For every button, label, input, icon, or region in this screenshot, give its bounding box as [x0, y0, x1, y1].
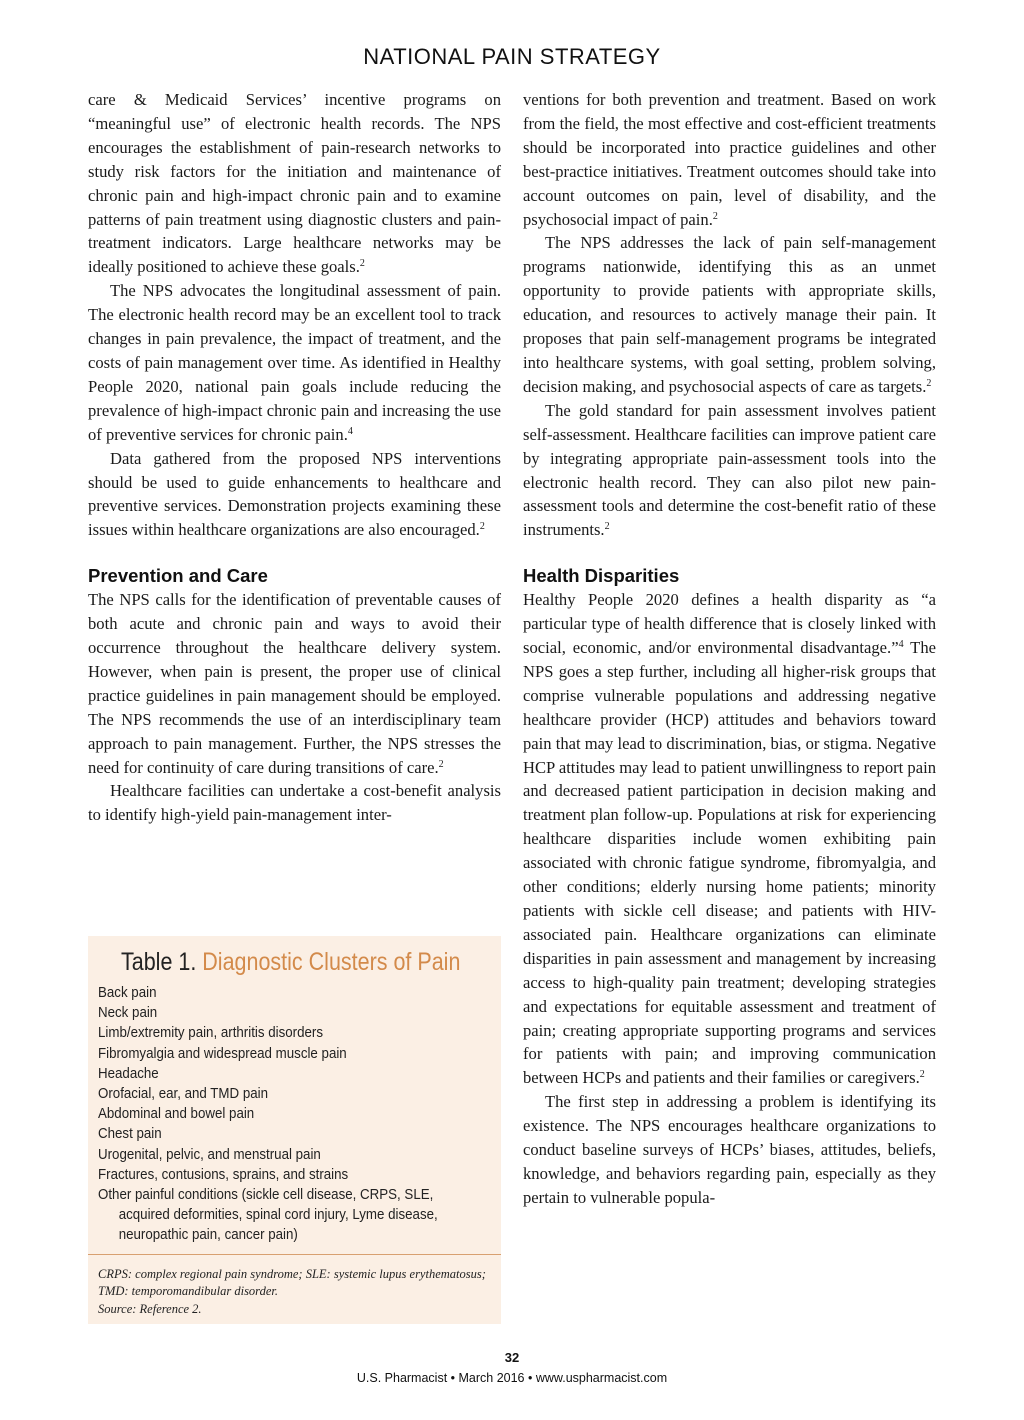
table-title: [121, 947, 461, 977]
publication-footer: U.S. Pharmacist • March 2016 • www.uspharmacist.com: [356, 1371, 668, 1385]
table-title-text: Diagnostic Clusters of Pain: [202, 948, 461, 976]
list-item: Limb/extremity pain, arthritis disorders: [98, 1025, 323, 1042]
paragraph: care & Medicaid Services’ incentive programs on “meaningful use” of electronic health records. The NPS encourages the establishment of pain-research networks to study risk factors for the initiation and maintenance of chronic pain and high-impact chronic pain and to examine patterns of pain treatment using diagnostic clusters and pain-treatment indicators. Large healthcare networks may be ideally positioned to achieve these goals.$^2$: [88, 90, 501, 277]
reference-superscript: 2: [919, 1069, 925, 1081]
paragraph: Data gathered from the proposed NPS interventions should be used to guide enhancements to healthcare and preventive services. Demonstration projects examining these issues within healthcare organizations are also encouraged.$^2$: [88, 448, 501, 540]
paragraph: ventions for both prevention and treatment. Based on work from the field, the most effective and cost-efficient treatments should be incorporated into practice guidelines and other best-practice initiatives. Treatment outcomes should take into account outcomes on pain, level of disability, and the psychosocial impact of pain.$^2$: [523, 90, 936, 229]
left-column: [88, 88, 501, 827]
paragraph: The NPS advocates the longitudinal assessment of pain. The electronic health record may be an excellent tool to track changes in pain prevalence, the impact of treatment, and the costs of pain management over time. As identified in Healthy People 2020, national pain goals include reducing the prevalence of high-impact chronic pain and increasing the use of preventive services for chronic pain.$^4$: [88, 281, 501, 444]
section-heading-disparities: Health Disparities: [523, 565, 680, 587]
table-source: Source: Reference 2.: [98, 1301, 202, 1316]
paragraph: The NPS addresses the lack of pain self-management programs nationwide, identifying this as an unmet opportunity to provide patients with appropriate skills, education, and resources to actively manage their pain. It proposes that pain self-management programs be integrated into healthcare systems, with goal setting, problem solving, decision making, and psychosocial aspects of care as targets.$^2$: [523, 233, 936, 396]
table-diagnostic-clusters: [88, 936, 501, 1324]
table-abbreviations: CRPS: complex regional pain syndrome; SLE: systemic lupus erythematosus; TMD: temporomandibular disorder.: [98, 1266, 486, 1299]
table-list: [98, 983, 491, 1246]
paragraph: Healthy People 2020 defines a health disparity as “a particular type of health difference that is closely linked with social, economic, and/or environmental disadvantage.”$^4$ The NPS goes a step further, including all higher-risk groups that comprise vulnerable populations and addressing negative healthcare provider (HCP) attitudes and behaviors toward pain that may lead to discrimination, bias, or stigma. Negative HCP attitudes may lead to patient unwillingness to report pain and decreased patient participation in decision making and treatment plan follow-up. Populations at risk for experiencing healthcare disparities include women exhibiting pain associated with chronic fatigue syndrome, fibromyalgia, and other conditions; elderly nursing home patients; minority patients with sickle cell disease; and patients with HIV-associated pain. Healthcare organizations can eliminate disparities in pain assessment and management by increasing access to high-quality pain treatment; developing strategies and expectations for equitable assessment and treatment of pain; creating appropriate supporting programs and services for patients with pain; and improving communication between HCPs and patients and their families or caregivers.$^2$: [523, 590, 936, 1088]
reference-superscript: 4: [347, 425, 353, 437]
reference-superscript: 2: [712, 210, 718, 222]
list-item: Chest pain: [98, 1126, 162, 1143]
table-divider: [88, 1254, 501, 1255]
paragraph: The NPS calls for the identification of preventable causes of both acute and chronic pain and ways to avoid their occurrence throughout the healthcare delivery system. However, when pain is present, the proper use of clinical practice guidelines in pain management should be employed. The NPS recommends the use of an interdisciplinary team approach to pain management. Further, the NPS stresses the need for continuity of care during transitions of care.$^2$: [88, 590, 501, 777]
section-heading-prevention: Prevention and Care: [88, 565, 268, 587]
list-item-line: acquired deformities, spinal cord injury, Lyme disease,: [118, 1207, 438, 1224]
list-item: Orofacial, ear, and TMD pain: [98, 1086, 269, 1103]
reference-superscript: 2: [926, 377, 932, 389]
reference-superscript: 2: [438, 758, 444, 770]
list-item-line: neuropathic pain, cancer pain): [118, 1227, 298, 1244]
list-item: Back pain: [98, 985, 157, 1001]
reference-superscript: 4: [898, 639, 904, 651]
list-item-line: Other painful conditions (sickle cell disease, CRPS, SLE,: [98, 1187, 434, 1204]
reference-superscript: 2: [604, 521, 610, 533]
list-item: Abdominal and bowel pain: [98, 1106, 255, 1123]
paragraph: The first step in addressing a problem is identifying its existence. The NPS encourages healthcare organizations to conduct baseline surveys of HCPs’ biases, attitudes, beliefs, knowledge, and behaviors regarding pain, especially as they pertain to vulnerable popula-: [523, 1092, 936, 1207]
paragraph: The gold standard for pain assessment involves patient self-assessment. Healthcare facilities can improve patient care by integrating appropriate pain-assessment tools into the electronic health record. They can also pilot new pain-assessment tools and determine the cost-benefit ratio of these instruments.$^2$: [523, 400, 936, 540]
list-item: Urogenital, pelvic, and menstrual pain: [98, 1146, 321, 1163]
reference-superscript: 2: [359, 258, 365, 270]
table-label: Table 1.: [121, 948, 197, 976]
list-item: [98, 1185, 494, 1246]
table-notes: [98, 1266, 491, 1319]
list-item: Fractures, contusions, sprains, and strains: [98, 1166, 349, 1183]
list-item: Headache: [98, 1065, 159, 1082]
list-item: Fibromyalgia and widespread muscle pain: [98, 1045, 347, 1062]
paragraph: Healthcare facilities can undertake a cost-benefit analysis to identify high-yield pain-management inter-: [88, 781, 501, 825]
reference-superscript: 2: [479, 521, 485, 533]
right-column: [523, 88, 936, 1210]
running-title: NATIONAL PAIN STRATEGY: [363, 44, 661, 69]
page-number: 32: [504, 1350, 520, 1365]
list-item: Neck pain: [98, 1005, 158, 1022]
